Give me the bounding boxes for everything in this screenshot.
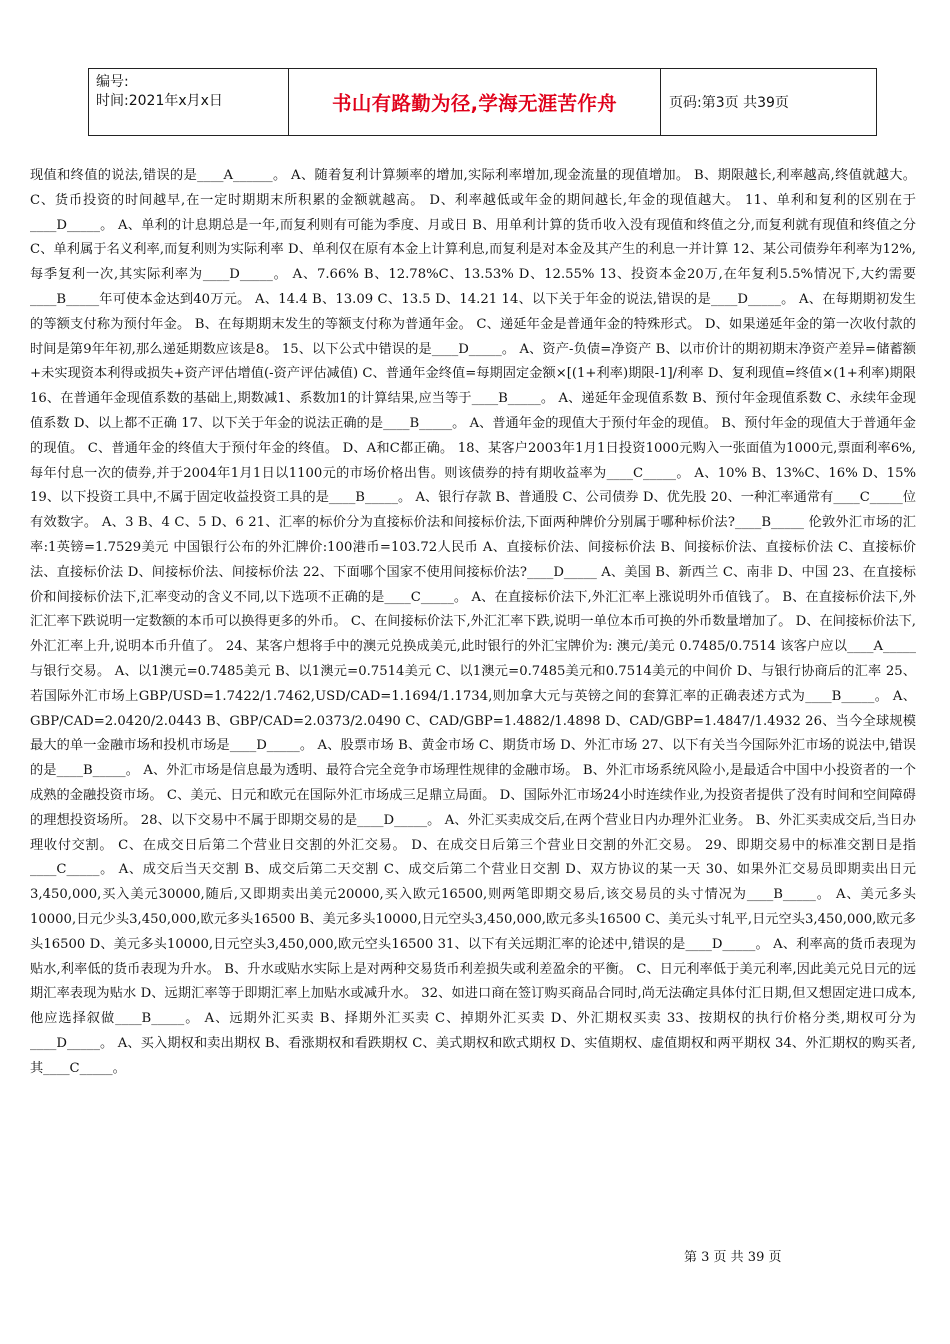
document-body: 现值和终值的说法,错误的是____A______。 A、随着复利计算频率的增加,实际利率增加,现金流量的现值增加。 B、期限越长,利率越高,终值就越大。 C、货币投资的时间越早,在一定时期期末所积累的金额就越高。 D、利率越低或年金的期间越长,年金的现值越大。 11、单利和复利的区别在于____D_____。 A、单利的计息期总是一年,而复利则有可能为季度、月或日 B、用单利计算的货币收入没有现值和终值之分,而复利就有现值和终值之分 C、单利属于名义利率,而复利则为实际利率 D、单利仅在原有本金上计算利息,而复利是对本金及其产生的利息一并计算 12、某公司债券年利率为12%,每季复利一次,其实际利率为____D_____。 A、7.66% B、12.78%C、13.53% D、12.55% 13、投资本金20万,在年复利5.5%情况下,大约需要____B_____年可使本金达到40万元。 A、14.4 B、13.09 C、13.5 D、14.21 14、以下关于年金的说法,错误的是____D_____。 A、在每期期初发生的等额支付称为预付年金。 B、在每期期末发生的等额支付称为普通年金。 C、递延年金是普通年金的特殊形式。 D、如果递延年金的第一次收付款的时间是第9年年初,那么递延期数应该是8。 15、以下公式中错误的是____D_____。 A、资产-负债=净资产 B、以市价计的期初期末净资产差异=储蓄额+未实现资本利得或损失+资产评估增值(-资产评估减值) C、普通年金终值=每期固定金额×[(1+利率)期限-1]/利率 D、复利现值=终值×(1+利率)期限 16、在普通年金现值系数的基础上,期数减1、系数加1的计算结果,应当等于____B_____。 A、递延年金现值系数 B、预付年金现值系数 C、永续年金现值系数 D、以上都不正确 17、以下关于年金的说法正确的是____B_____。 A、普通年金的现值大于预付年金的现值。 B、预付年金的现值大于普通年金的现值。 C、普通年金的终值大于预付年金的终值。 D、A和C都正确。 18、某客户2003年1月1日投资1000元购入一张面值为1000元,票面利率6%,每年付息一次的债券,并于2004年1月1日以1100元的市场价格出售。则该债券的持有期收益率为____C_____。 A、10% B、13%C、16% D、15% 19、以下投资工具中,不属于固定收益投资工具的是____B_____。 A、银行存款 B、普通股 C、公司债券 D、优先股 20、一种汇率通常有____C_____位有效数字。 A、3 B、4 C、5 D、6 21、汇率的标价分为直接标价法和间接标价法,下面两种牌价分别属于哪种标价法?____B_____ 伦敦外汇市场的汇率:1英镑=1.7529美元 中国银行公布的外汇牌价:100港币=103.72人民币 A、直接标价法、间接标价法 B、间接标价法、直接标价法 C、直接标价法、直接标价法 D、间接标价法、间接标价法 22、下面哪个国家不使用间接标价法?____D_____ A、美国 B、新西兰 C、南非 D、中国 23、在直接标价和间接标价法下,汇率变动的含义不同,以下选项不正确的是____C_____。 A、在直接标价法下,外汇汇率上涨说明外币值钱了。 B、在直接标价法下,外汇汇率下跌说明一定数额的本币可以换得更多的外币。 C、在间接标价法下,外汇汇率下跌,说明一单位本币可换的外币数量增加了。 D、在间接标价法下,外汇汇率上升,说明本币升值了。 24、某客户想将手中的澳元兑换成美元,此时银行的外汇宝牌价为: 澳元/美元 0.7485/0.7514 该客户应以____A_____与银行交易。 A、以1澳元=0.7485美元 B、以1澳元=0.7514美元 C、以1澳元=0.7485美元和0.7514美元的中间价 D、与银行协商后的汇率 25、若国际外汇市场上GBP/USD=1.7422/1.7462,USD/CAD=1.1694/1.1734,则加拿大元与英镑之间的套算汇率的正确表述方式为____B_____。 A、GBP/CAD=2.0420/2.0443 B、GBP/CAD=2.0373/2.0490 C、CAD/GBP=1.4882/1.4898 D、CAD/GBP=1.4847/1.4932 26、当今全球规模最大的单一金融市场和投机市场是____D_____。 A、股票市场 B、黄金市场 C、期货市场 D、外汇市场 27、以下有关当今国际外汇市场的说法中,错误的是____B_____。 A、外汇市场是信息最为透明、最符合完全竞争市场理性规律的金融市场。 B、外汇市场系统风险小,是最适合中国中小投资者的一个成熟的金融投资市场。 C、美元、日元和欧元在国际外汇市场成三足鼎立局面。 D、国际外汇市场24小时连续作业,为投资者提供了没有时间和空间障碍的理想投资场所。 28、以下交易中不属于即期交易的是____D_____。 A、外汇买卖成交后,在两个营业日内办理外汇业务。 B、外汇买卖成交后,当日办理收付交割。 C、在成交日后第二个营业日交割的外汇交易。 D、在成交日后第三个营业日交割的外汇交易。 29、即期交易中的标准交割日是指____C_____。 A、成交后当天交割 B、成交后第二天交割 C、成交后第二个营业日交割 D、双方协议的某一天 30、如果外汇交易员即期卖出日元3,450,000,买入美元30000,随后,又即期卖出美元20000,买入欧元16500,则两笔即期交易后,该交易员的头寸情况为____B_____。 A、美元多头10000,日元少头3,450,000,欧元多头16500 B、美元多头10000,日元空头3,450,000,欧元多头16500 C、美元头寸轧平,日元空头3,450,000,欧元多头16500 D、美元多头10000,日元空头3,450,000,欧元空头16500 31、以下有关远期汇率的论述中,错误的是____D_____。 A、利率高的货币表现为贴水,利率低的货币表现为升水。 B、升水或贴水实际上是对两种交易货币利差损失或利差盈余的平衡。 C、日元利率低于美元利率,因此美元兑日元的远期汇率表现为贴水 D、远期汇率等于即期汇率上加贴水或减升水。 32、如进口商在签订购买商品合同时,尚无法确定具体付汇日期,但又想固定进口成本,他应选择叙做____B_____。 A、远期外汇买卖 B、择期外汇买卖 C、掉期外汇买卖 D、外汇期权买卖 33、按期权的执行价格分类,期权可分为____D_____。 A、买入期权和卖出期权 B、看涨期权和看跌期权 C、美式期权和欧式期权 D、实值期权、虚值期权和两平期权 34、外汇期权的购买者,其____C_____。 (30, 168, 916, 1076)
header-meta (89, 69, 289, 135)
page-header (88, 68, 877, 136)
header-page-number: 页码:第3页 共39页 (669, 95, 789, 111)
page-footer: 第 3 页 共 39 页 (684, 1250, 782, 1265)
header-motto: 书山有路勤为径,学海无涯苦作舟 (289, 69, 661, 135)
date-label: 时间:2021年x月x日 (96, 93, 223, 109)
serial-number-label: 编号: (96, 74, 129, 90)
